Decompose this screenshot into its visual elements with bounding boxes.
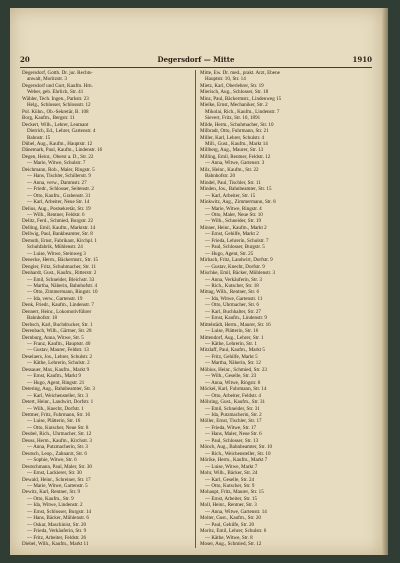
- directory-entry: — Ernst, Kaufm., Lindenstr. 9: [205, 315, 267, 322]
- directory-entry: — Otto, Arbeiter, Feldstr. 4: [205, 392, 261, 399]
- directory-entry: — Luise, Witwe, Steinweg 3: [27, 250, 86, 257]
- directory-entry: — Wilh., Rentner, Feldstr. 6: [27, 211, 85, 218]
- directory-entry: Mindel, Paul, Tischler, Str. 11: [200, 179, 261, 186]
- directory-entry: Deubel, Rich., Uhrmacher, Str. 12: [22, 431, 92, 438]
- directory-entry: Deuss, Herm., Kaufm., Kirchstr. 3: [22, 437, 92, 444]
- directory-entry: — Hans, Bäcker, Mühlenstr. 6: [27, 515, 89, 522]
- directory-entry: — Ida, Witwe, Lindenstr. 2: [27, 502, 83, 509]
- directory-entry: Minkwitz, Aug., Zimmermann, Str. 8: [200, 199, 276, 206]
- directory-entry: Delitz, Ferd., Schmied, Burgstr. 22: [22, 218, 94, 225]
- directory-entry: — Otto, Kutscher, Neue Str. 8: [27, 424, 89, 431]
- directory-entry: — Paul, Schlosser, Burgstr. 5: [205, 244, 265, 251]
- directory-entry: — Otto, Uhrmacher, Str. 6: [205, 302, 259, 309]
- directory-entry: Mittag, Wilh., Rentner, Str. 6: [200, 289, 260, 296]
- directory-entry: — Martha, Näherin, Str. 12: [205, 360, 261, 367]
- directory-entry: Miller, Karl, Lehrer, Schulstr. 4: [200, 134, 265, 141]
- directory-entry: — Gustav, Knecht, Dorfstr. 9: [205, 263, 265, 270]
- directory-entry: — Otto, Kutscher, Str. 9: [205, 483, 255, 489]
- directory-entry: — Paul, Schlosser, Str. 13: [205, 437, 259, 444]
- directory-entry: — Karl, Geselle, Str. 24: [205, 476, 255, 483]
- directory-entry: — Sophie, Witwe, Str. 6: [27, 457, 77, 464]
- directory-entry: Detering, Aug., Bahnbeamter, Str. 3: [22, 386, 95, 393]
- directory-entry: Milling, Emil, Rentner, Feldstr. 12: [200, 153, 271, 160]
- right-column: [200, 70, 370, 550]
- directory-entry: — Anna, Witwe, Gartenstr. 3: [205, 160, 265, 167]
- directory-entry: Degen, Heinr., Oberst a. D., Str. 22: [22, 153, 94, 160]
- directory-entry: Detert, Heinr., Landwirt, Dorfstr. 1: [22, 399, 94, 406]
- directory-entry: Deutsch, Leop., Zahnarzt, Str. 6: [22, 450, 87, 457]
- directory-entry: Degersdorf, Gotth. Dr. jur. Rechts-: [22, 70, 93, 76]
- directory-entry: Mischke, Emil, Bäcker, Mühlenstr. 3: [200, 270, 276, 277]
- directory-entry: Diebel, Wilh., Kaufm., Markt 11: [22, 541, 89, 548]
- directory-page: [10, 8, 382, 555]
- directory-entry: Dennert, Heinr., Lokomotivführer: [22, 308, 92, 315]
- directory-entry: Dettmer, Fritz, Fuhrmann, Str. 16: [22, 412, 90, 419]
- directory-entry: Deutschmann, Paul, Maler, Str. 30: [22, 463, 92, 470]
- directory-entry: — Frieda, Lehrerin, Schulstr. 7: [205, 237, 269, 244]
- directory-entry: Mill., Gust., Kaufm., Markt 14: [205, 140, 268, 147]
- directory-entry: — Hans, Maler, Neue Str. 6: [205, 431, 262, 438]
- directory-entry: — Fritz, Arbeiter, Feldstr. 26: [27, 534, 87, 541]
- directory-entry: — Paul, Gehilfe, Str. 20: [205, 521, 255, 528]
- directory-entry: — Wilh., Schneider, Str. 19: [205, 218, 262, 225]
- directory-entry: Degersdorf und Gurt, Kaufm. Hrn.: [22, 82, 93, 89]
- directory-entry: Minner, Heinr., Kaufm., Markt 2: [200, 224, 267, 231]
- directory-entry: Borg, Kaufm., Bergstr. 11: [22, 115, 75, 122]
- directory-entry: — Marie, Witwe, Gartenstr. 5: [27, 483, 88, 489]
- directory-entry: — Ida, Putzmacherin, Str. 2: [205, 412, 262, 419]
- directory-entry: Pol. Kühn., Ob.-Sekretär, B. 108: [22, 108, 89, 115]
- directory-entry: — Luise, Plätterin, Str. 16: [205, 328, 259, 335]
- directory-entry: Demuth, Ernst, Fabrikant, Kirchpl. 1: [22, 237, 97, 244]
- directory-entry: — Käthe, Lehrerin, Schulstr. 2: [27, 360, 90, 367]
- directory-entry: — Gustav, Maurer, Feldstr. 13: [27, 347, 89, 354]
- directory-entry: — Marie, Witwe, Schulstr. 7: [27, 160, 86, 167]
- directory-entry: Mirbach, Fritz, Landwirt, Dorfstr. 9: [200, 257, 273, 264]
- directory-entry: — Frieda, Verkäuferin, Str. 9: [27, 528, 87, 535]
- left-column: [22, 70, 192, 550]
- directory-entry: — Karl, Weichensteller, Str. 3: [27, 392, 89, 399]
- directory-entry: Dernburg, Anna, Witwe, Str. 5: [22, 334, 84, 341]
- directory-entry: Dengler, Fritz, Schuhmacher, Str. 11: [22, 263, 97, 270]
- directory-entry: — Oskar, Maschinist, Str. 20: [27, 521, 87, 528]
- directory-entry: — Karl, Arbeiter, Neue Str. 14: [27, 199, 90, 206]
- directory-entry: Mierisch, Aug., Schlosser, Str. 18: [200, 89, 269, 96]
- directory-entry: — Ida, Witwe, Gartenstr. 11: [205, 295, 263, 302]
- directory-entry: — Luise, Plätterin, Str. 16: [27, 418, 81, 425]
- directory-entry: Deichmann, Rob., Maler, Ringstr. 5: [22, 166, 95, 173]
- directory-entry: Hauptstr. 10, Str. 14: [205, 76, 246, 83]
- directory-entry: — Karl, Buchhalter, Str. 27: [205, 308, 261, 315]
- directory-entry: Moll, Heinr., Rentner, Str. 3: [200, 502, 257, 509]
- directory-entry: Dessauer, Max, Kaufm., Markt 9: [22, 366, 90, 373]
- directory-entry: Dietrich, Ed., Lehrer, Gartenstr. 4: [27, 128, 96, 135]
- directory-entry: — Anna, Witwe, Gartenstr. 14: [205, 508, 267, 515]
- directory-entry: — Anna, verw., Dammstr. 27: [27, 179, 87, 186]
- directory-entry: — Rich., Kutscher, Str. 18: [205, 282, 259, 289]
- directory-entry: — Friedr., Schlosser, Seitenstr. 2: [27, 186, 94, 193]
- directory-entry: Derbsch, Karl, Buchdrucker, Str. 1: [22, 321, 93, 328]
- directory-entry: — Ernst, Kaufm., Markt 9: [27, 373, 81, 380]
- directory-entry: — Franz, Kaufm., Hauptstr. 40: [27, 341, 91, 348]
- directory-entry: — Frieda, Witwe, Str. 17: [205, 424, 257, 431]
- directory-entry: Deselaers, Jos., Lehrer, Schulstr. 2: [22, 353, 93, 360]
- directory-entry: Milz, Heinr., Kaufm., Str. 22: [200, 166, 259, 173]
- directory-entry: Delling, Emil, Kaufm., Marktstr. 14: [22, 224, 96, 231]
- directory-entry: Milbradt, Otto, Fuhrmann, Str. 21: [200, 128, 269, 135]
- directory-entry: Dewald, Heinr., Schreiner, Str. 17: [22, 476, 91, 483]
- directory-entry: Molter, Gust., Kaufm., Str. 20: [200, 515, 261, 522]
- directory-entry: Denk, Friedr., Kaufm., Lindenstr. 7: [22, 302, 94, 309]
- directory-entry: — Anna, Putzmacherin, Str. 3: [27, 444, 88, 451]
- directory-entry: Milde, Herm., Schuhmacher, Str. 10: [200, 121, 274, 128]
- directory-entry: — Ida, verw., Gartenstr. 19: [27, 295, 83, 302]
- directory-entry: Dübel, Aug., Kaufm., Hauptstr. 12: [22, 140, 93, 147]
- page-edge: [382, 8, 388, 555]
- directory-entry: — Otto, Kaufm., Str. 9: [27, 495, 74, 502]
- directory-entry: — Ernst, Gehilfe, Markt 2: [205, 231, 259, 238]
- running-title: Degersdorf — Mitte: [157, 55, 235, 64]
- directory-entry: Mitzlaff, Paul, Kaufm., Markt 5: [200, 347, 265, 354]
- directory-entry: Möller, Ernst, Tischler, Str. 17: [200, 418, 262, 425]
- directory-entry: Dewitz, Karl, Rentner, Str. 9: [22, 489, 81, 496]
- directory-entry: — Hans, Tischler, Schillerstr. 9: [27, 173, 91, 180]
- directory-entry: — Fritz, Gehilfe, Markt 5: [205, 353, 258, 360]
- directory-entry: Minz, Paul, Bäckermstr., Lindenweg 15: [200, 95, 282, 102]
- directory-entry: Mitte, Ew. Dr. med., prakt. Arzt, Ebene: [200, 70, 280, 76]
- directory-entry: Mikolai, Rich., Kaufm., Lindenstr. 7: [205, 108, 280, 115]
- directory-entry: — Wilh., Geselle, Str. 23: [205, 373, 257, 380]
- header-rule: [20, 67, 372, 68]
- directory-entry: Weber, geb. Ehrlich, Str. 41: [27, 89, 84, 96]
- directory-entry: Möbius, Heinr., Schmied, Str. 23: [200, 366, 267, 373]
- directory-entry: — Hugo, Agent, Ringstr. 21: [27, 379, 85, 386]
- directory-entry: Mohr, Wilh., Bäcker, Str. 24: [200, 470, 258, 477]
- directory-entry: Möckel, Karl, Fuhrmann, Str. 14: [200, 386, 267, 393]
- directory-entry: Minden, Jos., Bahnbeamter, Str. 15: [200, 186, 272, 193]
- directory-entry: Mielke, Ernst, Mechaniker, Str. 2: [200, 102, 268, 109]
- directory-entry: — Otto, Zimmermann, Ringstr. 10: [27, 289, 98, 296]
- directory-entry: — Rich., Weichensteller, Str. 10: [205, 450, 271, 457]
- directory-entry: — Anna, Verkäuferin, Str. 3: [205, 276, 262, 283]
- directory-entry: Bahnhofstr. 20: [205, 173, 235, 180]
- directory-entry: Denecke, Herm., Bäckermstr., Str. 15: [22, 257, 99, 264]
- directory-entry: Moritz, Emil, Lehrer, Schulstr. 6: [200, 528, 267, 535]
- directory-entry: Deckert, Wilh., Lehrer, Leutnant: [22, 121, 89, 128]
- directory-entry: — Otto, Kaufm., Grabenstr. 31: [27, 192, 91, 199]
- directory-entry: — Martha, Näherin, Bahnhofstr. 4: [27, 282, 98, 289]
- directory-entry: Mohaupt, Fritz, Maurer, Str. 15: [200, 489, 264, 496]
- directory-entry: Schuhfabrik, Mühlenstr. 24: [27, 244, 83, 251]
- directory-entry: Helg., Schlosser, Schlossstr. 12: [27, 102, 91, 109]
- directory-entry: Bahnstr. 15: [27, 134, 51, 141]
- directory-entry: Denhardt, Gust., Kaufm., Ritterstr. 2: [22, 270, 97, 277]
- directory-entry: — Wilh., Knecht, Dorfstr. 1: [27, 405, 84, 412]
- directory-entry: Moser, Aug., Schmied, Str. 12: [200, 541, 262, 548]
- directory-entry: Möhring, Gust., Kaufm., Str. 31: [200, 399, 266, 406]
- directory-entry: Delius, Aug., Postsekretär, Str. 19: [22, 205, 91, 212]
- page-year: 1910: [352, 55, 372, 64]
- page-number: 20: [20, 55, 30, 64]
- directory-entry: — Ernst, Schlosser, Burgstr. 14: [27, 508, 92, 515]
- directory-entry: — Käthe, Witwe, Str. 8: [205, 534, 253, 541]
- directory-entry: Dänemark, Paul, Kaufm., Lindenstr. 16: [22, 147, 103, 154]
- directory-entry: — Hugo, Agent, Str. 25: [205, 250, 254, 257]
- directory-entry: Mittendorf, Aug., Lehrer, Str. 1: [200, 334, 264, 341]
- directory-entry: Wähler, Tech. Ingen., Parkstr. 23: [22, 95, 89, 102]
- directory-entry: — Emil, Schneider, Bleichstr. 33: [27, 276, 95, 283]
- page-header: [20, 54, 372, 66]
- directory-entry: — Ernst, Arbeiter, Str. 15: [205, 495, 258, 502]
- directory-entry: Mietz, Karl, Oberlehrer, Str. 19: [200, 82, 264, 89]
- directory-entry: Mönch, Aug., Bahnbeamter, Str. 10: [200, 444, 273, 451]
- directory-entry: — Otto, Maler, Neue Str. 10: [205, 211, 263, 218]
- directory-entry: — Luise, Witwe, Markt 7: [205, 463, 258, 470]
- directory-entry: — Karl, Arbeiter, Str. 15: [205, 192, 256, 199]
- directory-entry: Sievert, Fritz, Str. 10, 1891: [205, 115, 261, 122]
- column-divider: [195, 70, 196, 548]
- directory-entry: — Emil, Schneider, Str. 31: [205, 405, 260, 412]
- directory-entry: Derenbach, Wilh., Gärtner, Str. 28: [22, 328, 92, 335]
- directory-entry: Millberg, Aug., Maurer, Str. 13: [200, 147, 264, 154]
- directory-entry: — Anna, Witwe, Ringstr. 8: [205, 379, 261, 386]
- directory-entry: — Käthe, Lehrerin, Str. 1: [205, 341, 257, 348]
- directory-entry: Bahnhofstr. 18: [27, 315, 57, 322]
- directory-entry: Dellwig, Paul, Bankbeamter, Str. 8: [22, 231, 93, 238]
- directory-entry: — Marie, Witwe, Ringstr. 4: [205, 205, 262, 212]
- directory-entry: — Ernst, Lackierer, Str. 30: [27, 470, 82, 477]
- directory-entry: anwalt, Moritzstr. 3: [27, 76, 67, 83]
- directory-entry: Mittelstädt, Herm., Maurer, Str. 16: [200, 321, 271, 328]
- directory-entry: Mörike, Herm., Kaufm., Markt 7: [200, 457, 268, 464]
